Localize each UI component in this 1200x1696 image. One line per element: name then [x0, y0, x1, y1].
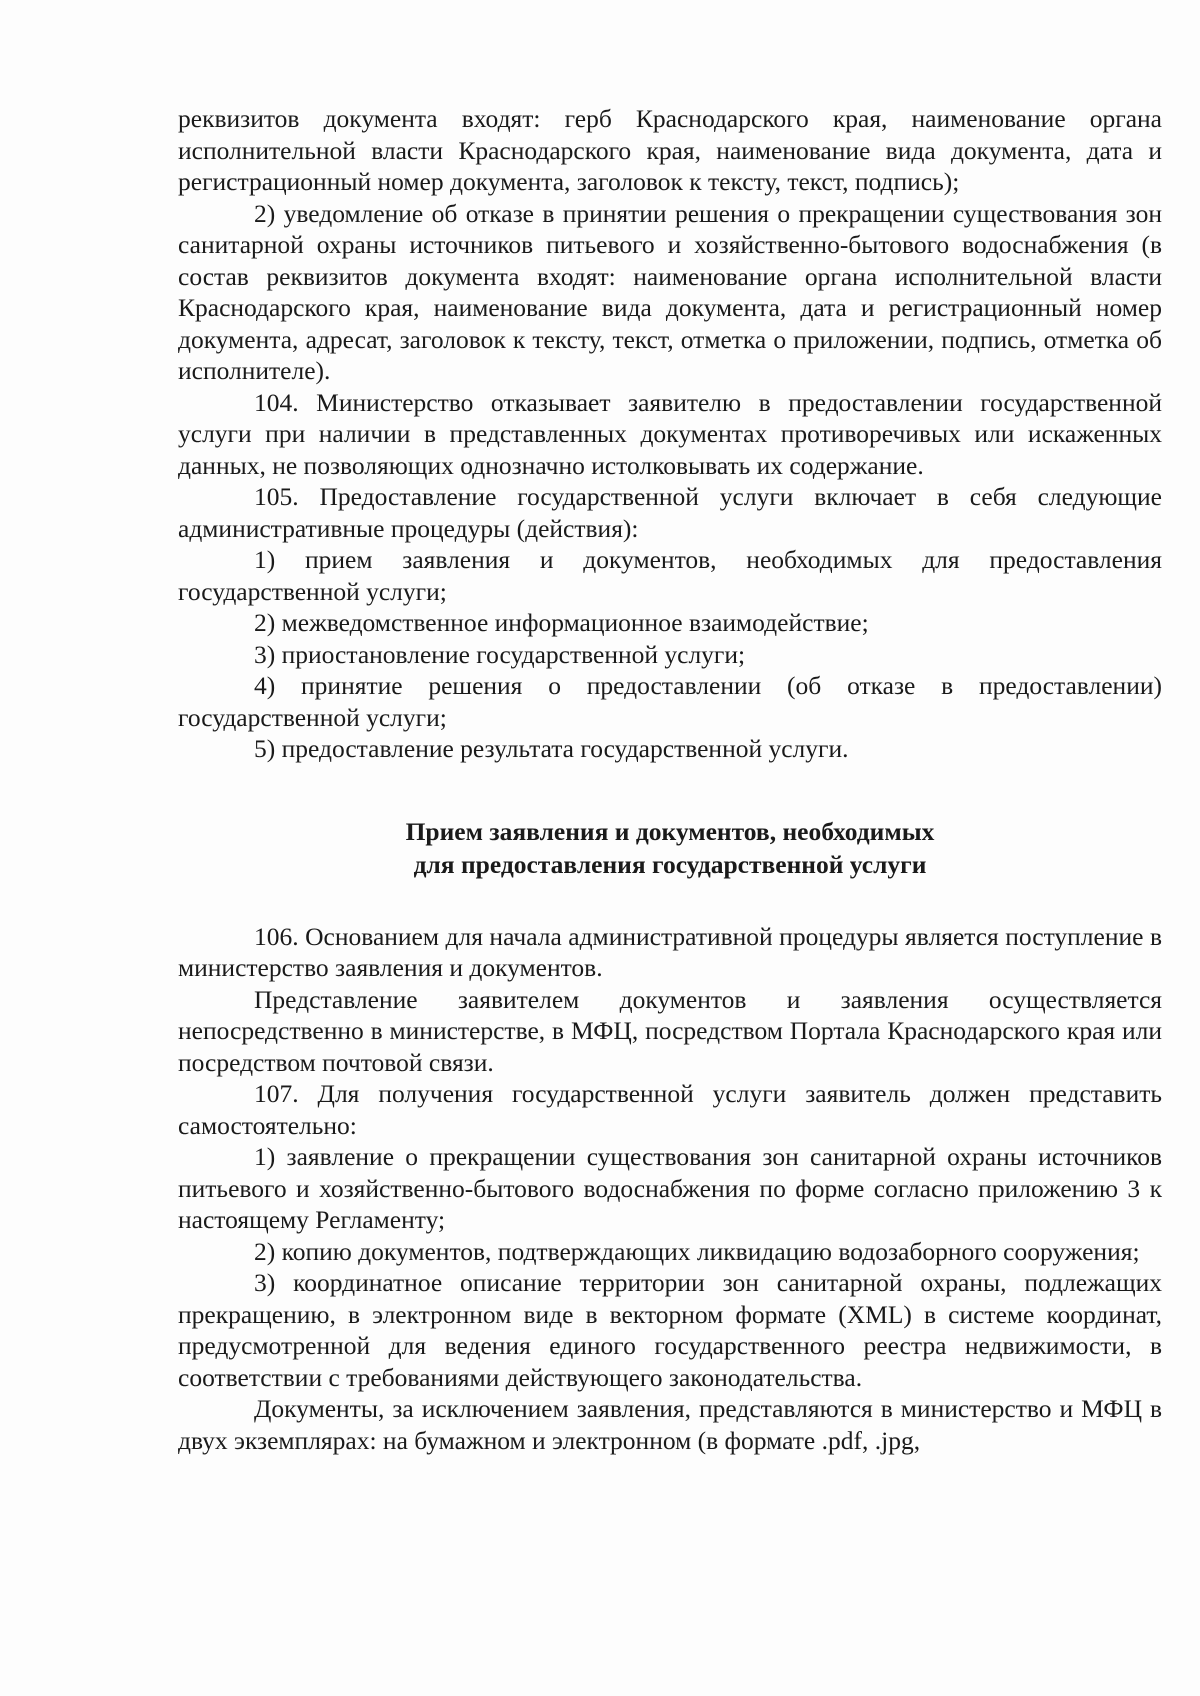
paragraph-104: 104. Министерство отказывает заявителю в предоставлении государственной услуги при наличии в представленных документах противоречивых или искаженных данных, не позволяющих однозначно истолковывать их содержание. [178, 387, 1162, 480]
paragraph-107: 107. Для получения государственной услуги заявитель должен представить самостоятельно: [178, 1079, 1162, 1140]
procedure-item-4: 4) принятие решения о предоставлении (об отказе в предоставлении) государственной услуги; [178, 671, 1162, 732]
procedure-item-2: 2) межведомственное информационное взаимодействие; [254, 608, 869, 637]
paragraph-106: 106. Основанием для начала административной процедуры является поступление в министерство заявления и документов. [178, 921, 1162, 982]
section-heading-line-2: для предоставления государственной услуги [413, 849, 927, 879]
section-heading-line-1: Прием заявления и документов, необходимых [405, 816, 935, 846]
procedure-item-1: 1) прием заявления и документов, необходимых для предоставления государственной услуги; [178, 545, 1162, 606]
paragraph-documents-copies: Документы, за исключением заявления, представляются в министерство и МФЦ в двух экземплярах: на бумажном и электронном (в формате .pdf, .jpg, [178, 1394, 1162, 1455]
paragraph-105: 105. Предоставление государственной услуги включает в себя следующие административные процедуры (действия): [178, 482, 1162, 543]
required-doc-item-3: 3) координатное описание территории зон санитарной охраны, подлежащих прекращению, в электронном виде в векторном формате (XML) в системе координат, предусмотренной для ведения единого государственного реестра недвижимости, в соответствии с требованиями действующего законодательства. [178, 1268, 1162, 1392]
section-heading [178, 815, 1162, 881]
required-doc-item-1: 1) заявление о прекращении существования зон санитарной охраны источников питьевого и хозяйственно-бытового водоснабжения по форме согласно приложению 3 к настоящему Регламенту; [178, 1142, 1162, 1234]
procedure-item-3: 3) приостановление государственной услуги; [254, 639, 746, 669]
procedure-item-5: 5) предоставление результата государственной услуги. [254, 734, 849, 763]
required-doc-item-2: 2) копию документов, подтверждающих ликвидацию водозаборного сооружения; [254, 1236, 1140, 1266]
paragraph-notice-refusal: 2) уведомление об отказе в принятии решения о прекращении существования зон санитарной охраны источников питьевого и хозяйственно-бытового водоснабжения (в состав реквизитов документа входят: наименование органа исполнительной власти Краснодарского края, наименование вида документа, дата и регистрационный номер документа, адресат, заголовок к тексту, текст, отметка о приложении, подпись, отметка об исполнителе). [178, 198, 1162, 385]
paragraph-continuation: реквизитов документа входят: герб Краснодарского края, наименование органа исполнительной власти Краснодарского края, наименование вида документа, дата и регистрационный номер документа, заголовок к тексту, текст, подпись); [178, 104, 1162, 196]
paragraph-submission-methods: Представление заявителем документов и заявления осуществляется непосредственно в министерстве, в МФЦ, посредством Портала Краснодарского края или посредством почтовой связи. [178, 984, 1162, 1077]
document-body [178, 103, 1162, 1456]
